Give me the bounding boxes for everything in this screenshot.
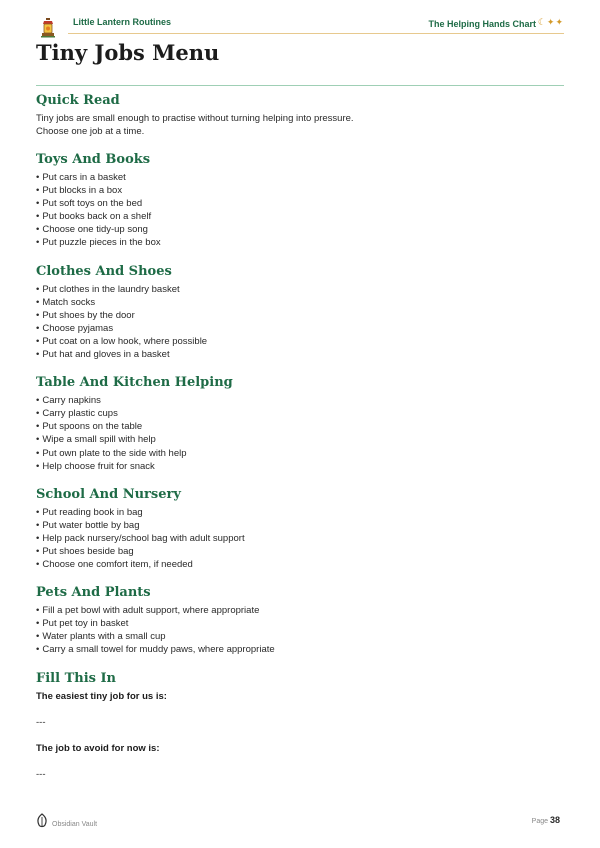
bullet-icon: • — [36, 296, 40, 308]
bullet-icon: • — [36, 644, 40, 656]
bullet-icon: • — [36, 532, 40, 544]
list-item — [36, 604, 564, 617]
list-item-text: Put hat and gloves in a basket — [42, 349, 170, 361]
title-divider — [36, 85, 564, 86]
section-heading: Pets And Plants — [36, 585, 151, 601]
bullet-icon: • — [36, 434, 40, 446]
list-item-text: Water plants with a small cup — [42, 631, 166, 643]
chart-title: The Helping Hands Chart — [428, 19, 536, 29]
list-item-text: Put reading book in bag — [42, 506, 143, 518]
job-list — [36, 506, 564, 571]
list-item — [36, 283, 564, 296]
list-item — [36, 617, 564, 630]
list-item — [36, 558, 564, 571]
list-item — [36, 545, 564, 558]
list-item — [36, 394, 564, 407]
list-item-text: Put clothes in the laundry basket — [42, 283, 180, 295]
job-section — [36, 264, 564, 362]
list-item-text: Put shoes beside bag — [42, 545, 134, 557]
bullet-icon: • — [36, 172, 40, 183]
bullet-icon: • — [36, 618, 40, 630]
list-item-text: Put soft toys on the bed — [42, 198, 143, 210]
bullet-icon: • — [36, 631, 40, 643]
bullet-icon: • — [36, 408, 40, 420]
job-sections — [36, 152, 564, 657]
bullet-icon: • — [36, 309, 40, 321]
list-item-text: Choose pyjamas — [42, 322, 114, 334]
list-item — [36, 335, 564, 348]
list-item-text: Match socks — [42, 296, 96, 308]
list-item — [36, 184, 564, 197]
bullet-icon: • — [36, 185, 40, 197]
list-item-text: Fill a pet bowl with adult support, where appropriate — [42, 605, 260, 617]
bullet-icon: • — [36, 460, 40, 472]
list-item — [36, 197, 564, 210]
list-item — [36, 236, 564, 249]
bullet-icon: • — [36, 349, 40, 361]
quick-read-line: Tiny jobs are small enough to practise without turning helping into pressure. — [36, 113, 354, 124]
bullet-icon: • — [36, 506, 40, 518]
bullet-icon: • — [36, 421, 40, 433]
section-heading: Fill This In — [36, 670, 117, 686]
list-item — [36, 322, 564, 335]
quick-read-section — [36, 93, 564, 138]
bullet-icon: • — [36, 237, 40, 249]
list-item-text: Help pack nursery/school bag with adult support — [42, 532, 245, 544]
page-content — [36, 93, 564, 795]
fill-blank[interactable]: --- — [36, 768, 46, 780]
list-item-text: Carry plastic cups — [42, 408, 118, 420]
fill-prompt: The easiest tiny job for us is: — [36, 690, 167, 702]
moon-stars-icon: ☾✦✦ — [537, 17, 564, 27]
header-divider — [68, 33, 564, 34]
job-section — [36, 487, 564, 571]
job-section — [36, 585, 564, 656]
list-item — [36, 407, 564, 420]
list-item — [36, 506, 564, 519]
section-heading: School And Nursery — [36, 486, 181, 502]
bullet-icon: • — [36, 224, 40, 236]
list-item-text: Put water bottle by bag — [42, 519, 140, 531]
list-item-text: Help choose fruit for snack — [42, 460, 155, 472]
fill-blank[interactable]: --- — [36, 716, 46, 728]
list-item — [36, 643, 564, 656]
list-item — [36, 630, 564, 643]
page-label: Page — [531, 818, 549, 825]
section-heading: Table And Kitchen Helping — [36, 375, 233, 391]
list-item-text: Choose one tidy-up song — [42, 224, 148, 236]
section-heading: Clothes And Shoes — [36, 263, 172, 279]
list-item-text: Put cars in a basket — [42, 172, 126, 183]
bullet-icon: • — [36, 335, 40, 347]
list-item-text: Choose one comfort item, if needed — [42, 559, 193, 571]
list-item-text: Carry napkins — [42, 395, 101, 407]
bullet-icon: • — [36, 519, 40, 531]
list-item — [36, 309, 564, 322]
lantern-icon — [40, 18, 56, 38]
list-item-text: Put books back on a shelf — [42, 211, 152, 223]
bullet-icon: • — [36, 283, 40, 295]
bullet-icon: • — [36, 322, 40, 334]
page-title: Tiny Jobs Menu — [36, 40, 220, 65]
list-item-text: Wipe a small spill with help — [42, 434, 156, 446]
footer-brand: Obsidian Vault — [52, 821, 98, 828]
bullet-icon: • — [36, 198, 40, 210]
obsidian-logo-icon — [36, 813, 48, 829]
job-list — [36, 283, 564, 362]
list-item-text: Put puzzle pieces in the box — [42, 237, 161, 249]
list-item — [36, 296, 564, 309]
list-item — [36, 348, 564, 361]
page-number-value: 38 — [549, 815, 560, 825]
job-list — [36, 171, 564, 250]
job-section — [36, 152, 564, 250]
fill-in-section — [36, 671, 564, 781]
job-list — [36, 604, 564, 656]
job-list — [36, 394, 564, 473]
list-item — [36, 447, 564, 460]
list-item — [36, 210, 564, 223]
list-item-text: Put shoes by the door — [42, 309, 135, 321]
list-item-text: Carry a small towel for muddy paws, where appropriate — [42, 644, 275, 656]
list-item — [36, 519, 564, 532]
bullet-icon: • — [36, 559, 40, 571]
list-item — [36, 223, 564, 236]
section-heading: Quick Read — [36, 93, 120, 108]
brand-name: Little Lantern Routines — [73, 17, 172, 27]
list-item-text: Put pet toy in basket — [42, 618, 129, 630]
job-section — [36, 375, 564, 473]
list-item — [36, 460, 564, 473]
fill-prompt: The job to avoid for now is: — [36, 742, 160, 754]
bullet-icon: • — [36, 545, 40, 557]
bullet-icon: • — [36, 447, 40, 459]
list-item-text: Put blocks in a box — [42, 185, 123, 197]
section-heading: Toys And Books — [36, 152, 151, 167]
bullet-icon: • — [36, 605, 40, 617]
bullet-icon: • — [36, 395, 40, 407]
list-item-text: Put coat on a low hook, where possible — [42, 335, 208, 347]
list-item — [36, 433, 564, 446]
list-item-text: Put own plate to the side with help — [42, 447, 187, 459]
list-item — [36, 532, 564, 545]
page-number — [532, 815, 560, 825]
list-item — [36, 171, 564, 184]
list-item-text: Put spoons on the table — [42, 421, 143, 433]
list-item — [36, 420, 564, 433]
bullet-icon: • — [36, 211, 40, 223]
quick-read-line: Choose one job at a time. — [36, 126, 145, 137]
